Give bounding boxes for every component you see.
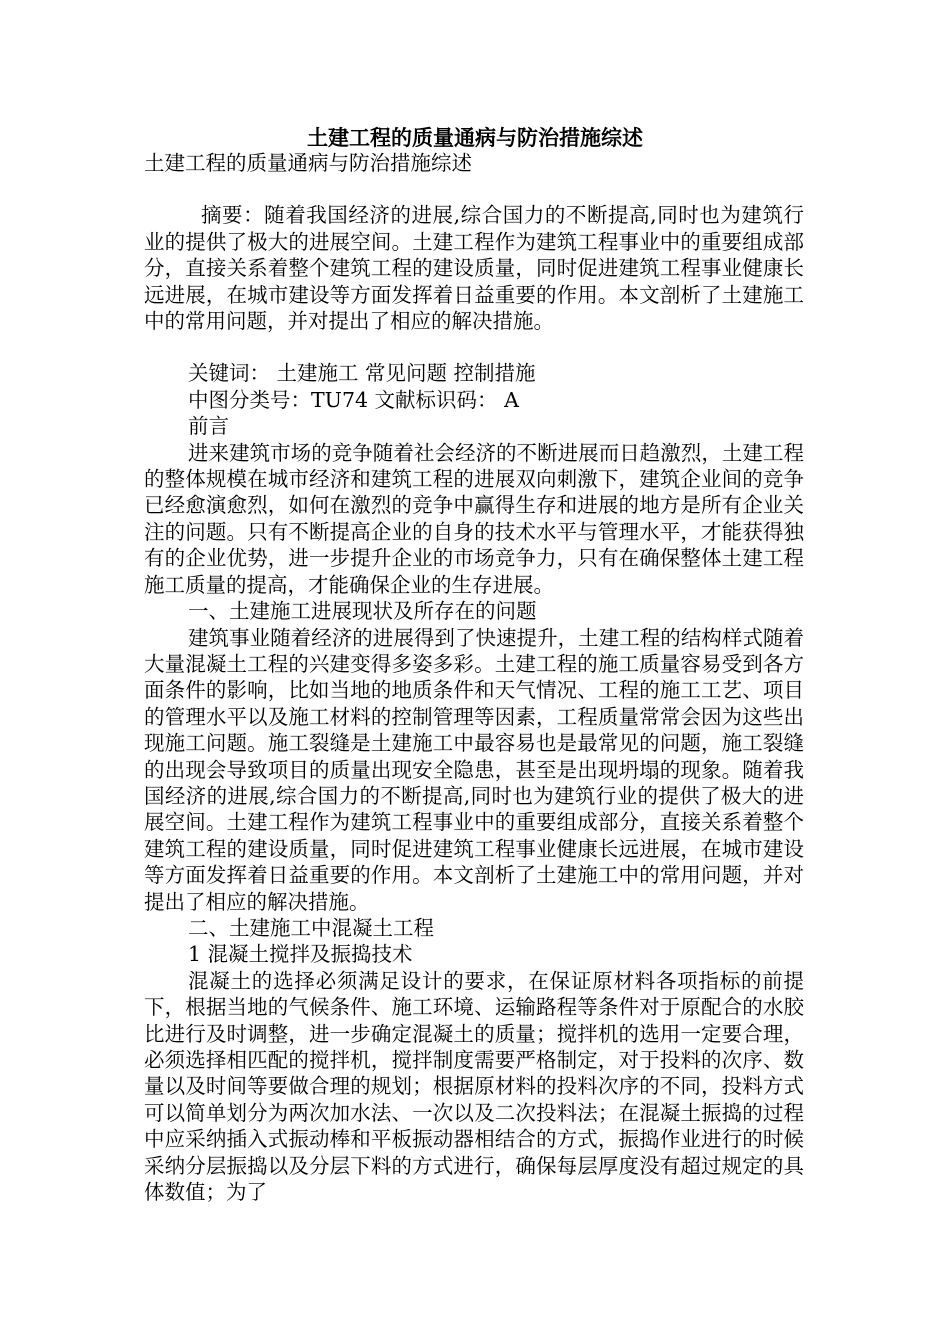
section1-paragraph: 建筑事业随着经济的进展得到了快速提升，土建工程的结构样式随着大量混凝土工程的兴建变得多姿多彩。土建工程的施工质量容易受到各方面条件的影响，比如当地的地质条件和天气情况、工程的施工工艺、项目的管理水平以及施工材料的控制管理等因素，工程质量常常会因为这些出现施工问题。施工裂缝是土建施工中最容易也是最常见的问题，施工裂缝的出现会导致项目的质量出现安全隐患，甚至是出现坍塌的现象。随着我国经济的进展,综合国力的不断提高,同时也为建筑行业的提供了极大的进展空间。土建工程作为建筑工程事业中的重要组成部分，直接关系着整个建筑工程的建设质量，同时促进建筑工程事业健康长远进展，在城市建设等方面发挥着日益重要的作用。本文剖析了土建施工中的常用问题，并对提出了相应的解决措施。	[144, 625, 804, 914]
section2-heading: 二、土建施工中混凝土工程	[188, 915, 434, 940]
classification-line: 中图分类号：TU74 文献标识码： A	[188, 387, 519, 412]
document-subtitle: 土建工程的质量通病与防治措施综述	[144, 151, 472, 175]
keywords-line: 关键词： 土建施工 常见问题 控制措施	[188, 361, 536, 386]
subsection1-paragraph: 混凝土的选择必须满足设计的要求，在保证原材料各项指标的前提下，根据当地的气候条件、施工环境、运输路程等条件对于原配合的水胶比进行及时调整，进一步确定混凝土的质量；搅拌机的选用一定要合理，必须选择相匹配的搅拌机，搅拌制度需要严格制定，对于投料的次序、数量以及时间等要做合理的规划；根据原材料的投料次序的不同，投料方式可以简单划分为两次加水法、一次以及二次投料法；在混凝土振捣的过程中应采纳插入式振动棒和平板振动器相结合的方式，振捣作业进行的时候采纳分层振捣以及分层下料的方式进行，确保每层厚度没有超过规定的具体数值；为了	[144, 968, 804, 1205]
abstract-paragraph: 摘要：随着我国经济的进展,综合国力的不断提高,同时也为建筑行业的提供了极大的进展空间。土建工程作为建筑工程事业中的重要组成部分，直接关系着整个建筑工程的建设质量，同时促进建筑工程事业健康长远进展，在城市建设等方面发挥着日益重要的作用。本文剖析了土建施工中的常用问题，并对提出了相应的解决措施。	[144, 203, 804, 334]
document-body	[144, 150, 804, 1205]
blank-line	[144, 176, 804, 202]
blank-line	[144, 334, 804, 360]
preface-paragraph: 进来建筑市场的竞争随着社会经济的不断进展而日趋激烈，土建工程的整体规模在城市经济和建筑工程的进展双向刺激下，建筑企业间的竞争已经愈演愈烈，如何在激烈的竞争中赢得生存和进展的地方是所有企业关注的问题。只有不断提高企业的自身的技术水平与管理水平，才能获得独有的企业优势，进一步提升企业的市场竞争力，只有在确保整体土建工程施工质量的提高，才能确保企业的生存进展。	[144, 440, 804, 597]
document-title: 土建工程的质量通病与防治措施综述	[307, 126, 643, 150]
preface-heading: 前言	[188, 414, 229, 439]
section1-heading: 一、土建施工进展现状及所存在的问题	[188, 599, 537, 624]
subsection1-heading: 1 混凝土搅拌及振捣技术	[188, 942, 413, 967]
